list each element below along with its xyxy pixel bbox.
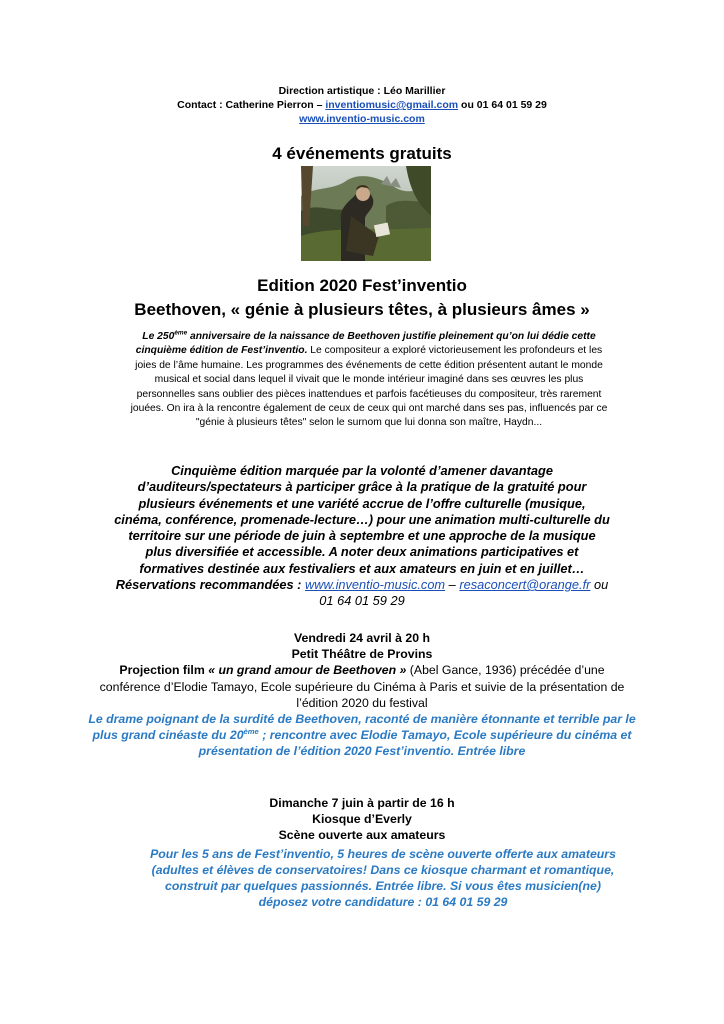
beethoven-painting-illustration — [301, 166, 431, 261]
event-2 — [0, 795, 724, 910]
event-2-title: Scène ouverte aux amateurs — [278, 828, 446, 843]
event-1-description: Projection film « un grand amour de Beethoven » (Abel Gance, 1936) précédée d’une conférence d’Elodie Tamayo, Ecole supérieure du Cinéma à Paris et suivie de la présentation de l’édition 2020 du festival — [99, 663, 625, 710]
mission-paragraph: Cinquième édition marquée par la volonté d’amener davantage d’auditeurs/spectateurs à participer grâce à la pratique de la gratuité pour plusieurs événements et une variété accrue de l’offre culturelle (musique, cinéma, conférence, promenade-lecture…) pour une animation multi-culturelle du territoire sur une période de juin à septembre et une approche de la musique plus diversifiée et accessible. A noter deux animations participatives et formatives destinée aux festivaliers et aux amateurs en juin et en juillet… Réservations recommandées : www.inventio-music.com – resaconcert@orange.fr ou 01 64 01 59 29 — [114, 463, 610, 609]
event-1 — [0, 630, 724, 760]
event-2-venue: Kiosque d’Everly — [312, 812, 412, 827]
contact-line: Contact : Catherine Pierron – inventiomusic@gmail.com ou 01 64 01 59 29 — [177, 99, 547, 111]
headline: 4 événements gratuits — [272, 144, 452, 163]
event-2-blurb: Pour les 5 ans de Fest’inventio, 5 heures de scène ouverte offerte aux amateurs (adultes et élèves de conservatoires! Dans ce kiosque charmant et romantique, construit par quelques passionnés. Entrée libre. Si vous êtes musicien(ne) déposez votre candidature : 01 64 01 59 29 — [150, 846, 616, 910]
header-block — [0, 84, 724, 126]
subtitle: Beethoven, « génie à plusieurs têtes, à plusieurs âmes » — [134, 300, 590, 319]
website-link[interactable]: www.inventio-music.com — [299, 113, 425, 125]
event-1-date: Vendredi 24 avril à 20 h — [293, 631, 431, 645]
contact-email-link[interactable]: inventiomusic@gmail.com — [325, 99, 459, 111]
intro-paragraph: Le 250ème anniversaire de la naissance de Beethoven justifie pleinement qu’on lui dédie cette cinquième édition de Fest’inventio. Le compositeur a exploré victorieusement les profondeurs et les joies de l’âme humaine. Les programmes des événements de cette édition présentent autant le monde musical et social dans lequel il vivait que le monde intérieur imaginé dans ses œuvres les plus personnelles sans oublier des pièces inattendues et parfois facétieuses du compositeur, très rarement jouées. On ira à la rencontre également de ceux de ceux qui ont marché dans ses pas, influencés par ce "génie à plusieurs têtes" selon le surnom que lui donna son maître, Haydn... — [130, 329, 608, 429]
reservation-site-link[interactable]: www.inventio-music.com — [305, 577, 446, 593]
artistic-direction: Direction artistique : Léo Marillier — [278, 85, 446, 97]
event-2-date: Dimanche 7 juin à partir de 16 h — [269, 796, 455, 810]
reservation-phone: 01 64 01 59 29 — [319, 593, 405, 609]
reservation-label: Réservations recommandées : — [115, 577, 305, 593]
reservation-email-link[interactable]: resaconcert@orange.fr — [459, 577, 591, 593]
event-1-blurb: Le drame poignant de la surdité de Beethoven, raconté de manière étonnante et terrible par le plus grand cinéaste du 20ème ; rencontre avec Elodie Tamayo, Ecole supérieure du cinéma et présentation de l’édition 2020 Fest’inventio. Entrée libre — [88, 712, 636, 759]
event-1-venue: Petit Théâtre de Provins — [291, 647, 433, 662]
edition-title: Edition 2020 Fest’inventio — [257, 276, 467, 295]
